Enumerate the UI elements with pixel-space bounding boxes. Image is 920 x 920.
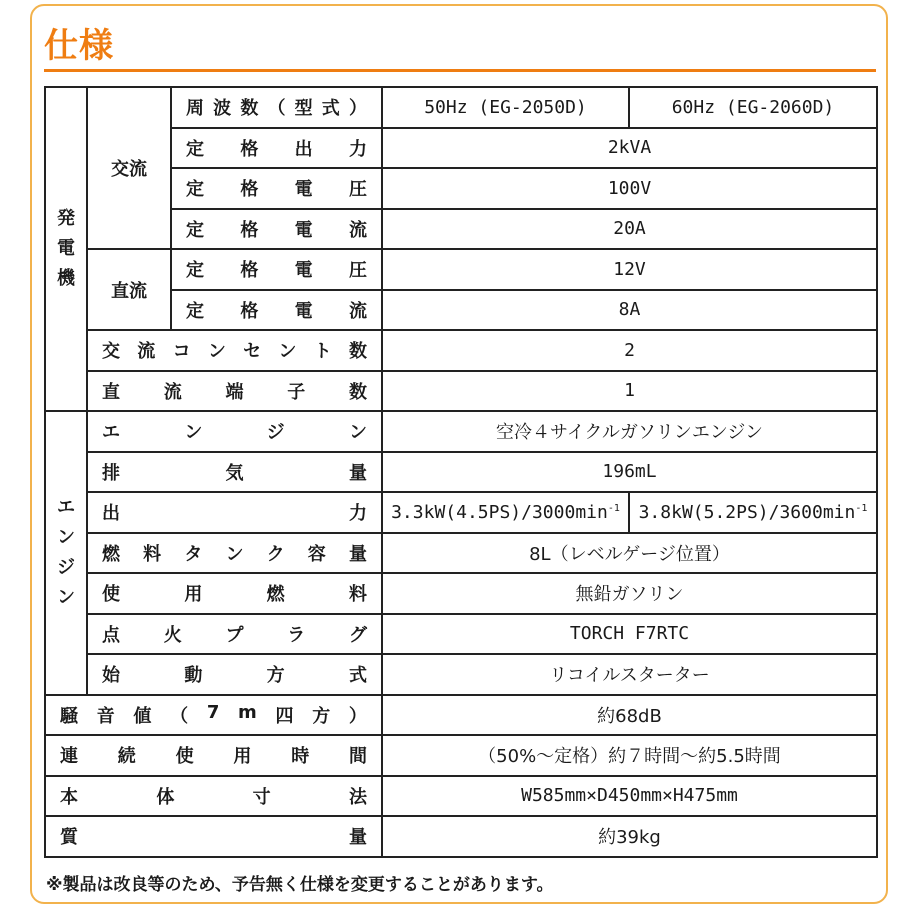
value-dc-terminals: 1 [382, 371, 877, 412]
label-start [87, 654, 382, 695]
label-char: 定 [186, 260, 204, 282]
label-char: 始 [102, 665, 120, 687]
label-char: ン [278, 341, 297, 363]
label-dc-current [171, 290, 382, 331]
label-char: エ [57, 496, 75, 518]
label-runtime [45, 735, 382, 776]
label-ac-current [171, 209, 382, 250]
label-char: 格 [240, 219, 259, 241]
label-char: 用 [184, 584, 203, 606]
label-char: 料 [143, 543, 162, 565]
value-ac-current: 20A [382, 209, 877, 250]
label-char: 格 [240, 260, 259, 282]
label-ac-voltage [171, 168, 382, 209]
label-char: 騒 [60, 705, 78, 727]
label-char: 体 [156, 786, 175, 808]
table-row [45, 492, 877, 533]
label-char: 燃 [266, 584, 285, 606]
title-underline [44, 69, 876, 72]
label-char: 力 [348, 138, 367, 160]
label-char: ） [348, 98, 367, 120]
label-char: 排 [102, 462, 120, 484]
label-char: ク [266, 543, 285, 565]
label-char: 質 [60, 827, 78, 849]
group-dc: 直流 [87, 249, 171, 330]
value-ac-outlets: 2 [382, 330, 877, 371]
table-row [45, 654, 877, 695]
value-noise: 約68dB [382, 695, 877, 736]
label-char: 量 [348, 543, 367, 565]
label-char: 電 [294, 300, 313, 322]
table-row [45, 573, 877, 614]
label-char: 動 [184, 665, 203, 687]
label-char: 型 [294, 98, 313, 120]
label-char: 定 [186, 219, 204, 241]
label-char: 格 [240, 179, 259, 201]
value-fuel: 無鉛ガソリン [382, 573, 877, 614]
label-char: ジ [57, 556, 75, 578]
label-char: 値 [133, 705, 152, 727]
label-char: 流 [348, 219, 367, 241]
label-weight [45, 816, 382, 857]
label-char: コ [172, 341, 191, 363]
table-row [45, 371, 877, 412]
value-runtime: （50%～定格）約７時間～約5.5時間 [382, 735, 877, 776]
table-row [45, 695, 877, 736]
value-freq-60: 60Hz (EG-2060D) [629, 87, 877, 128]
label-noise [45, 695, 382, 736]
label-char: 数 [348, 341, 367, 363]
label-char: 料 [348, 584, 367, 606]
value-output-60: $3.8kW(5.2PS)/3600\min^{-1}$ [629, 492, 877, 533]
label-char: ン [184, 422, 203, 444]
table-row [45, 452, 877, 493]
label-char: 音 [96, 705, 115, 727]
label-char: 波 [213, 98, 232, 120]
value-displacement: 196mL [382, 452, 877, 493]
label-char: m [238, 701, 257, 723]
label-dc-terminals [87, 371, 382, 412]
value-output-50: $3.3kW(4.5PS)/3000\min^{-1}$ [382, 492, 629, 533]
label-output [87, 492, 382, 533]
label-char: 本 [60, 786, 78, 808]
label-char: 電 [294, 260, 313, 282]
group-generator-label [46, 204, 86, 294]
value-dc-current: 8A [382, 290, 877, 331]
table-row [45, 87, 877, 128]
table-row [45, 776, 877, 817]
label-char: ン [348, 422, 367, 444]
label-char: 火 [163, 624, 182, 646]
label-char: 使 [175, 746, 194, 768]
value-weight: 約39kg [382, 816, 877, 857]
label-char: 定 [186, 138, 204, 160]
table-row [45, 533, 877, 574]
table-row [45, 614, 877, 655]
table-row [45, 330, 877, 371]
label-char: 流 [348, 300, 367, 322]
label-char: 方 [312, 705, 331, 727]
label-char: エ [102, 422, 120, 444]
group-ac: 交流 [87, 87, 171, 249]
label-char: 子 [287, 381, 306, 403]
label-char: 機 [57, 268, 75, 289]
label-char: 端 [225, 381, 244, 403]
label-char: 間 [348, 746, 367, 768]
label-char: 格 [240, 138, 259, 160]
value-fuel-tank: 8L（レベルゲージ位置） [382, 533, 877, 574]
label-char: 流 [163, 381, 182, 403]
table-row [45, 411, 877, 452]
label-char: 気 [225, 462, 244, 484]
group-engine [45, 411, 87, 695]
label-char: 点 [102, 624, 120, 646]
label-char: 電 [57, 238, 75, 259]
label-char: グ [349, 624, 367, 646]
label-char: 定 [186, 179, 204, 201]
label-char: プ [225, 624, 244, 646]
group-engine-label [46, 493, 86, 613]
label-char: 燃 [102, 543, 120, 565]
label-char: 法 [348, 786, 367, 808]
label-char: 使 [102, 584, 120, 606]
value-dc-voltage: 12V [382, 249, 877, 290]
label-char: 連 [60, 746, 78, 768]
label-char: （ [267, 98, 286, 120]
label-dc-voltage [171, 249, 382, 290]
label-char: 時 [291, 746, 310, 768]
label-char: 交 [102, 341, 120, 363]
label-fuel-tank [87, 533, 382, 574]
value-rated-output: 2kVA [382, 128, 877, 169]
label-char: 7 [206, 701, 220, 723]
label-dimensions [45, 776, 382, 817]
label-char: 発 [57, 208, 75, 229]
label-char: ン [57, 586, 75, 608]
label-char: 圧 [348, 179, 367, 201]
label-char: 数 [240, 98, 259, 120]
label-char: 出 [294, 138, 313, 160]
label-displacement [87, 452, 382, 493]
table-row [45, 816, 877, 857]
value-ac-voltage: 100V [382, 168, 877, 209]
label-char: ジ [266, 422, 285, 444]
label-spark-plug [87, 614, 382, 655]
label-char: 量 [349, 462, 367, 484]
label-char: 出 [102, 503, 120, 525]
label-char: ト [313, 341, 332, 363]
label-char: 四 [275, 705, 294, 727]
label-char: ラ [287, 624, 306, 646]
value-spark-plug: TORCH F7RTC [382, 614, 877, 655]
label-char: 周 [186, 98, 204, 120]
label-char: 数 [349, 381, 367, 403]
label-char: 格 [240, 300, 259, 322]
spec-table [44, 86, 878, 858]
label-ac-outlets [87, 330, 382, 371]
label-char: 定 [186, 300, 204, 322]
label-char: 寸 [252, 786, 271, 808]
label-char: 力 [349, 503, 367, 525]
label-char: ン [207, 341, 226, 363]
label-char: セ [243, 341, 262, 363]
label-char: 直 [102, 381, 120, 403]
value-freq-50: 50Hz (EG-2050D) [382, 87, 629, 128]
group-generator [45, 87, 87, 411]
label-char: 用 [233, 746, 252, 768]
label-char: 方 [266, 665, 285, 687]
page-title: 仕様 [44, 26, 114, 66]
label-char: ン [225, 543, 244, 565]
label-fuel [87, 573, 382, 614]
label-char: 容 [307, 543, 326, 565]
value-engine: 空冷４サイクルガソリンエンジン [382, 411, 877, 452]
value-start: リコイルスターター [382, 654, 877, 695]
label-char: 式 [348, 665, 367, 687]
label-char: 続 [117, 746, 136, 768]
label-char: （ [170, 705, 189, 727]
label-char: 流 [137, 341, 156, 363]
label-char: 量 [349, 827, 367, 849]
table-row [45, 249, 877, 290]
table-row [45, 735, 877, 776]
label-engine [87, 411, 382, 452]
label-char: 式 [321, 98, 340, 120]
value-dimensions: W585mm×D450mm×H475mm [382, 776, 877, 817]
label-frequency [171, 87, 382, 128]
label-char: 電 [294, 219, 313, 241]
label-char: ン [57, 526, 75, 548]
label-char: 圧 [348, 260, 367, 282]
footnote: ※製品は改良等のため、予告無く仕様を変更することがあります。 [46, 875, 554, 895]
label-char: 電 [294, 179, 313, 201]
label-char: タ [184, 543, 203, 565]
label-rated-output [171, 128, 382, 169]
label-char: ） [348, 705, 367, 727]
